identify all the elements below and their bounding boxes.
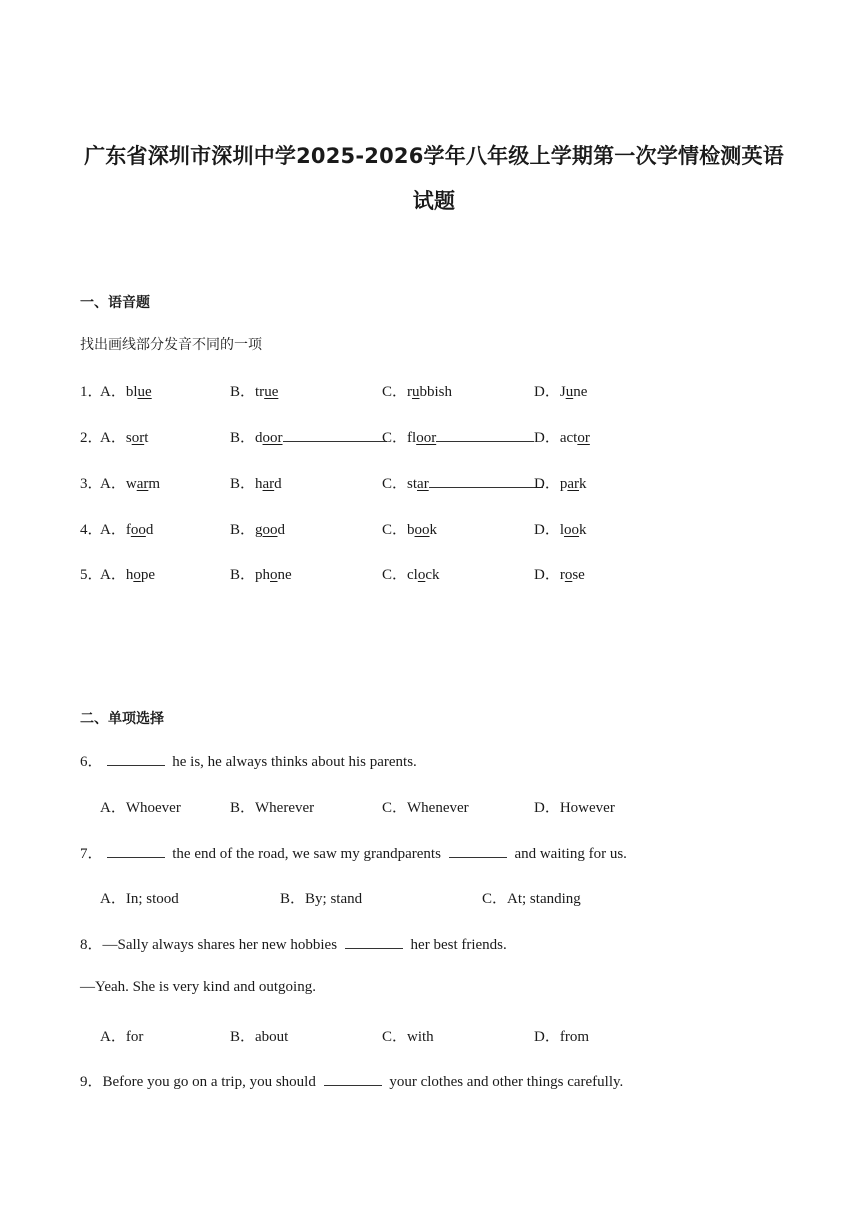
- option-label: D．: [534, 800, 560, 816]
- question-number: 8．: [80, 937, 103, 953]
- option-text: At; standing: [507, 891, 581, 907]
- option-text: However: [559, 800, 615, 816]
- option-label: D．: [534, 522, 560, 538]
- answer-blank: [107, 753, 165, 766]
- option-word-part: r: [559, 567, 565, 583]
- option-label: C．: [482, 891, 508, 907]
- underlined-letters: oo: [414, 522, 430, 538]
- option-b: [230, 796, 314, 817]
- option-word-part: act: [559, 430, 578, 446]
- option-b: [230, 518, 285, 539]
- option-a: [100, 563, 155, 584]
- option-word-part: d: [277, 522, 286, 538]
- option-text: about: [255, 1029, 289, 1045]
- option-label: B．: [230, 522, 256, 538]
- option-a: [100, 1025, 143, 1046]
- underlined-letters: oor: [416, 430, 437, 446]
- option-a: [100, 887, 179, 908]
- section-heading-single-choice: 二、单项选择: [80, 711, 164, 727]
- option-word-part: h: [255, 476, 263, 492]
- underlined-letters: ue: [137, 384, 152, 400]
- option-text: with: [407, 1029, 434, 1045]
- option-label: A．: [100, 567, 126, 583]
- question-text: —Sally always shares her new hobbies: [102, 937, 341, 953]
- option-label: D．: [534, 476, 560, 492]
- underlined-letters: or: [131, 430, 145, 446]
- option-d: [534, 1025, 589, 1046]
- option-d: [534, 380, 587, 401]
- option-word-part: f: [125, 522, 131, 538]
- option-label: D．: [534, 1029, 560, 1045]
- underlined-letters: ar: [262, 476, 275, 492]
- option-text: for: [125, 1029, 144, 1045]
- option-c: [382, 380, 452, 401]
- option-word-part: l: [559, 522, 565, 538]
- underlined-letters: oo: [130, 522, 146, 538]
- question-number: 7．: [80, 846, 103, 862]
- option-word-part: pe: [140, 567, 156, 583]
- option-label: C．: [382, 522, 408, 538]
- option-word-part: r: [407, 384, 413, 400]
- option-word-part: h: [125, 567, 134, 583]
- option-label: B．: [230, 476, 256, 492]
- option-word-part: st: [407, 476, 418, 492]
- option-label: C．: [382, 1029, 408, 1045]
- option-word-part: p: [559, 476, 568, 492]
- blank-line: [429, 475, 543, 488]
- option-word-part: bbish: [419, 384, 453, 400]
- option-label: D．: [534, 567, 560, 583]
- option-label: C．: [382, 567, 408, 583]
- option-word-part: m: [148, 476, 161, 492]
- answer-blank: [449, 845, 507, 858]
- underlined-letters: ue: [264, 384, 279, 400]
- option-label: A．: [100, 1029, 126, 1045]
- option-c: [382, 518, 437, 539]
- option-d: [534, 426, 590, 447]
- option-word-part: J: [559, 384, 566, 400]
- option-label: C．: [382, 476, 408, 492]
- underlined-letters: o: [564, 567, 573, 583]
- option-text: Whenever: [407, 800, 469, 816]
- option-label: B．: [280, 891, 306, 907]
- question-number: 6．: [80, 754, 103, 770]
- question-number: 2．: [80, 430, 103, 446]
- question-8: [80, 933, 507, 954]
- option-a: [100, 380, 152, 401]
- option-label: B．: [230, 1029, 256, 1045]
- option-label: C．: [382, 384, 408, 400]
- option-b: [230, 1025, 288, 1046]
- question-text: the end of the road, we saw my grandparents: [168, 846, 445, 862]
- section-heading-phonetics: 一、语音题: [80, 295, 150, 311]
- underlined-letters: o: [270, 567, 278, 583]
- option-word-part: s: [125, 430, 132, 446]
- option-label: C．: [382, 430, 408, 446]
- option-b: [230, 426, 387, 447]
- underlined-letters: oor: [262, 430, 283, 446]
- option-d: [534, 518, 587, 539]
- question-text: her best friends.: [406, 937, 507, 953]
- option-word-part: d: [274, 476, 282, 492]
- option-a: [100, 472, 160, 493]
- underlined-letters: o: [417, 567, 426, 583]
- option-label: A．: [100, 430, 126, 446]
- option-word-part: t: [144, 430, 149, 446]
- option-word-part: ph: [255, 567, 271, 583]
- question-text: and waiting for us.: [510, 846, 627, 862]
- option-d: [534, 796, 615, 817]
- option-word-part: bl: [125, 384, 138, 400]
- option-word-part: tr: [255, 384, 265, 400]
- option-a: [100, 518, 153, 539]
- option-c: [382, 472, 543, 493]
- option-b: [280, 887, 362, 908]
- underlined-letters: or: [577, 430, 590, 446]
- question-7: [80, 842, 627, 863]
- option-label: B．: [230, 430, 256, 446]
- option-label: C．: [382, 800, 408, 816]
- option-text: Wherever: [255, 800, 315, 816]
- option-label: A．: [100, 476, 126, 492]
- option-label: A．: [100, 384, 126, 400]
- option-a: [100, 426, 148, 447]
- option-label: A．: [100, 800, 126, 816]
- option-c: [382, 1025, 434, 1046]
- option-word-part: k: [429, 522, 438, 538]
- blank-line: [283, 429, 387, 442]
- option-c: [382, 426, 534, 447]
- option-word-part: ne: [573, 384, 588, 400]
- option-label: B．: [230, 800, 256, 816]
- option-label: A．: [100, 522, 126, 538]
- option-word-part: w: [125, 476, 137, 492]
- option-word-part: se: [572, 567, 585, 583]
- underlined-letters: ar: [136, 476, 149, 492]
- option-word-part: g: [255, 522, 263, 538]
- option-text: By; stand: [305, 891, 363, 907]
- option-word-part: b: [407, 522, 415, 538]
- option-label: B．: [230, 384, 256, 400]
- underlined-letters: u: [565, 384, 574, 400]
- option-c: [482, 887, 581, 908]
- title-line-1: 广东省深圳市深圳中学2025-2026学年八年级上学期第一次学情检测英语: [84, 144, 784, 168]
- question-text: he is, he always thinks about his parents.: [168, 754, 417, 770]
- option-d: [534, 563, 585, 584]
- underlined-letters: o: [133, 567, 141, 583]
- question-9: [80, 1070, 623, 1091]
- underlined-letters: u: [412, 384, 420, 400]
- option-word-part: d: [255, 430, 263, 446]
- option-word-part: d: [145, 522, 154, 538]
- option-text: Whoever: [125, 800, 181, 816]
- option-label: D．: [534, 430, 560, 446]
- option-c: [382, 563, 440, 584]
- question-number: 3．: [80, 476, 103, 492]
- option-b: [230, 563, 292, 584]
- question-number: 9．: [80, 1074, 103, 1090]
- blank-line: [436, 429, 534, 442]
- answer-blank: [324, 1073, 382, 1086]
- underlined-letters: oo: [262, 522, 278, 538]
- option-word-part: ne: [277, 567, 292, 583]
- option-a: [100, 796, 181, 817]
- answer-blank: [107, 845, 165, 858]
- option-label: B．: [230, 567, 256, 583]
- option-word-part: fl: [407, 430, 417, 446]
- option-c: [382, 796, 469, 817]
- underlined-letters: ar: [417, 476, 429, 492]
- option-b: [230, 380, 278, 401]
- underlined-letters: oo: [564, 522, 580, 538]
- question-number: 5．: [80, 567, 103, 583]
- answer-blank: [345, 936, 403, 949]
- option-label: D．: [534, 384, 560, 400]
- question-number: 4．: [80, 522, 103, 538]
- option-d: [534, 472, 587, 493]
- option-b: [230, 472, 282, 493]
- question-8-reply: —Yeah. She is very kind and outgoing.: [80, 979, 316, 995]
- question-text: your clothes and other things carefully.: [385, 1074, 624, 1090]
- option-word-part: k: [579, 522, 587, 538]
- option-text: from: [559, 1029, 590, 1045]
- option-word-part: k: [579, 476, 587, 492]
- option-word-part: ck: [425, 567, 440, 583]
- option-label: A．: [100, 891, 126, 907]
- section-instruction: 找出画线部分发音不同的一项: [80, 337, 262, 353]
- question-6: [80, 750, 417, 771]
- option-word-part: cl: [407, 567, 418, 583]
- title-line-2: 试题: [412, 189, 456, 213]
- question-text: Before you go on a trip, you should: [102, 1074, 320, 1090]
- underlined-letters: ar: [567, 476, 579, 492]
- option-text: In; stood: [125, 891, 179, 907]
- question-number: 1．: [80, 384, 103, 400]
